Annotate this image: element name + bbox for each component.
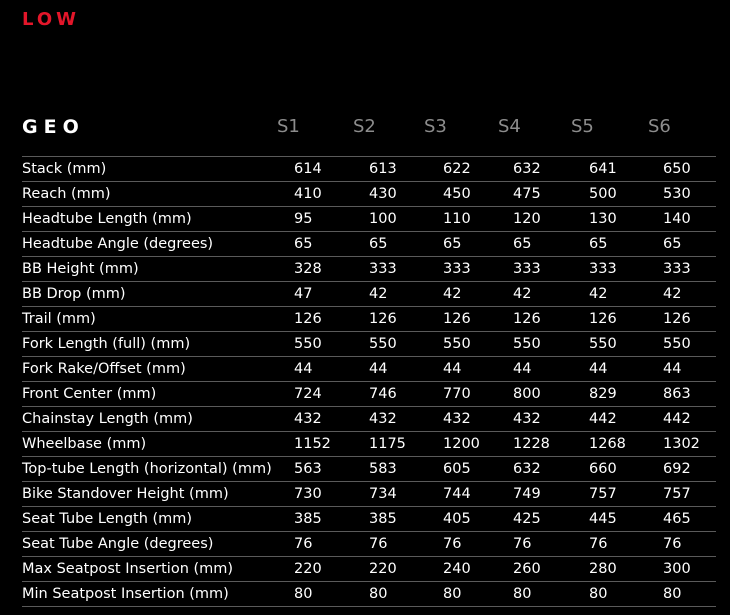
cell-s5: 442 <box>589 411 617 427</box>
cell-s3: 1200 <box>443 436 480 452</box>
cell-s5: 130 <box>589 211 617 227</box>
table-row <box>22 232 716 257</box>
cell-s4: 126 <box>513 311 541 327</box>
row-label: BB Height (mm) <box>22 261 139 277</box>
cell-s6: 65 <box>663 236 682 252</box>
cell-s5: 126 <box>589 311 617 327</box>
cell-s6: 76 <box>663 536 682 552</box>
row-label: Front Center (mm) <box>22 386 157 402</box>
size-header-s4: S4 <box>498 116 521 137</box>
table-row <box>22 532 716 557</box>
cell-s3: 405 <box>443 511 471 527</box>
size-header-s3: S3 <box>424 116 447 137</box>
cell-s5: 757 <box>589 486 617 502</box>
cell-s6: 465 <box>663 511 691 527</box>
table-row <box>22 157 716 182</box>
cell-s1: 328 <box>294 261 322 277</box>
cell-s5: 76 <box>589 536 608 552</box>
cell-s6: 42 <box>663 286 682 302</box>
table-row <box>22 357 716 382</box>
table-row <box>22 257 716 282</box>
cell-s2: 42 <box>369 286 388 302</box>
cell-s1: 724 <box>294 386 322 402</box>
cell-s4: 120 <box>513 211 541 227</box>
table-body <box>22 157 716 607</box>
cell-s6: 863 <box>663 386 691 402</box>
cell-s6: 757 <box>663 486 691 502</box>
cell-s3: 65 <box>443 236 462 252</box>
cell-s4: 432 <box>513 411 541 427</box>
cell-s3: 432 <box>443 411 471 427</box>
mode-label: LOW <box>22 9 80 30</box>
cell-s6: 650 <box>663 161 691 177</box>
cell-s3: 240 <box>443 561 471 577</box>
cell-s1: 1152 <box>294 436 331 452</box>
cell-s1: 44 <box>294 361 313 377</box>
cell-s1: 432 <box>294 411 322 427</box>
cell-s4: 65 <box>513 236 532 252</box>
cell-s3: 622 <box>443 161 471 177</box>
cell-s1: 95 <box>294 211 313 227</box>
table-row <box>22 482 716 507</box>
row-label: Min Seatpost Insertion (mm) <box>22 586 229 602</box>
cell-s4: 749 <box>513 486 541 502</box>
table-row <box>22 182 716 207</box>
cell-s4: 1228 <box>513 436 550 452</box>
cell-s2: 126 <box>369 311 397 327</box>
cell-s5: 550 <box>589 336 617 352</box>
cell-s1: 410 <box>294 186 322 202</box>
row-label: Seat Tube Angle (degrees) <box>22 536 214 552</box>
table-row <box>22 207 716 232</box>
row-label: Top-tube Length (horizontal) (mm) <box>22 461 272 477</box>
size-header-s1: S1 <box>277 116 300 137</box>
row-label: Seat Tube Length (mm) <box>22 511 193 527</box>
table-row <box>22 432 716 457</box>
cell-s6: 550 <box>663 336 691 352</box>
row-label: Fork Rake/Offset (mm) <box>22 361 186 377</box>
cell-s2: 432 <box>369 411 397 427</box>
cell-s6: 692 <box>663 461 691 477</box>
cell-s2: 44 <box>369 361 388 377</box>
cell-s2: 385 <box>369 511 397 527</box>
row-label: Trail (mm) <box>22 311 96 327</box>
cell-s5: 65 <box>589 236 608 252</box>
cell-s2: 76 <box>369 536 388 552</box>
cell-s4: 44 <box>513 361 532 377</box>
cell-s6: 1302 <box>663 436 700 452</box>
cell-s2: 550 <box>369 336 397 352</box>
cell-s1: 563 <box>294 461 322 477</box>
cell-s5: 280 <box>589 561 617 577</box>
cell-s6: 530 <box>663 186 691 202</box>
cell-s4: 80 <box>513 586 532 602</box>
cell-s4: 800 <box>513 386 541 402</box>
cell-s4: 425 <box>513 511 541 527</box>
row-label: Reach (mm) <box>22 186 111 202</box>
table-row <box>22 507 716 532</box>
table-row <box>22 557 716 582</box>
table-row <box>22 307 716 332</box>
row-label: Bike Standover Height (mm) <box>22 486 229 502</box>
row-label: Stack (mm) <box>22 161 107 177</box>
cell-s1: 730 <box>294 486 322 502</box>
cell-s2: 65 <box>369 236 388 252</box>
row-label: Max Seatpost Insertion (mm) <box>22 561 234 577</box>
cell-s4: 42 <box>513 286 532 302</box>
cell-s5: 333 <box>589 261 617 277</box>
cell-s2: 80 <box>369 586 388 602</box>
cell-s4: 632 <box>513 461 541 477</box>
cell-s3: 770 <box>443 386 471 402</box>
cell-s2: 583 <box>369 461 397 477</box>
size-header-s2: S2 <box>353 116 376 137</box>
cell-s1: 220 <box>294 561 322 577</box>
cell-s5: 641 <box>589 161 617 177</box>
cell-s5: 44 <box>589 361 608 377</box>
cell-s4: 260 <box>513 561 541 577</box>
row-label: Headtube Angle (degrees) <box>22 236 214 252</box>
cell-s5: 42 <box>589 286 608 302</box>
cell-s5: 80 <box>589 586 608 602</box>
cell-s6: 300 <box>663 561 691 577</box>
row-label: Fork Length (full) (mm) <box>22 336 191 352</box>
cell-s3: 76 <box>443 536 462 552</box>
cell-s5: 500 <box>589 186 617 202</box>
size-header-s6: S6 <box>648 116 671 137</box>
cell-s3: 42 <box>443 286 462 302</box>
cell-s3: 44 <box>443 361 462 377</box>
cell-s3: 110 <box>443 211 471 227</box>
table-row <box>22 407 716 432</box>
row-label: BB Drop (mm) <box>22 286 126 302</box>
cell-s1: 65 <box>294 236 313 252</box>
cell-s2: 220 <box>369 561 397 577</box>
cell-s4: 76 <box>513 536 532 552</box>
cell-s3: 550 <box>443 336 471 352</box>
cell-s4: 632 <box>513 161 541 177</box>
size-header-s5: S5 <box>571 116 594 137</box>
cell-s6: 80 <box>663 586 682 602</box>
cell-s3: 126 <box>443 311 471 327</box>
cell-s6: 126 <box>663 311 691 327</box>
cell-s1: 126 <box>294 311 322 327</box>
cell-s3: 333 <box>443 261 471 277</box>
table-row <box>22 457 716 482</box>
cell-s5: 829 <box>589 386 617 402</box>
cell-s6: 333 <box>663 261 691 277</box>
cell-s4: 475 <box>513 186 541 202</box>
cell-s2: 1175 <box>369 436 406 452</box>
cell-s3: 605 <box>443 461 471 477</box>
table-row <box>22 382 716 407</box>
cell-s5: 445 <box>589 511 617 527</box>
cell-s2: 430 <box>369 186 397 202</box>
table-header-row <box>22 112 716 157</box>
table-row <box>22 582 716 607</box>
cell-s2: 100 <box>369 211 397 227</box>
cell-s1: 385 <box>294 511 322 527</box>
row-label: Headtube Length (mm) <box>22 211 192 227</box>
cell-s2: 613 <box>369 161 397 177</box>
cell-s1: 550 <box>294 336 322 352</box>
cell-s3: 80 <box>443 586 462 602</box>
row-label: Chainstay Length (mm) <box>22 411 193 427</box>
table-row <box>22 282 716 307</box>
cell-s2: 734 <box>369 486 397 502</box>
cell-s2: 333 <box>369 261 397 277</box>
geometry-table <box>22 112 716 607</box>
cell-s5: 1268 <box>589 436 626 452</box>
cell-s6: 44 <box>663 361 682 377</box>
table-title: GEO <box>22 116 85 138</box>
cell-s3: 744 <box>443 486 471 502</box>
row-label: Wheelbase (mm) <box>22 436 147 452</box>
cell-s2: 746 <box>369 386 397 402</box>
cell-s1: 614 <box>294 161 322 177</box>
cell-s6: 140 <box>663 211 691 227</box>
cell-s1: 76 <box>294 536 313 552</box>
cell-s3: 450 <box>443 186 471 202</box>
cell-s1: 47 <box>294 286 313 302</box>
cell-s1: 80 <box>294 586 313 602</box>
cell-s5: 660 <box>589 461 617 477</box>
cell-s4: 333 <box>513 261 541 277</box>
table-row <box>22 332 716 357</box>
cell-s6: 442 <box>663 411 691 427</box>
cell-s4: 550 <box>513 336 541 352</box>
